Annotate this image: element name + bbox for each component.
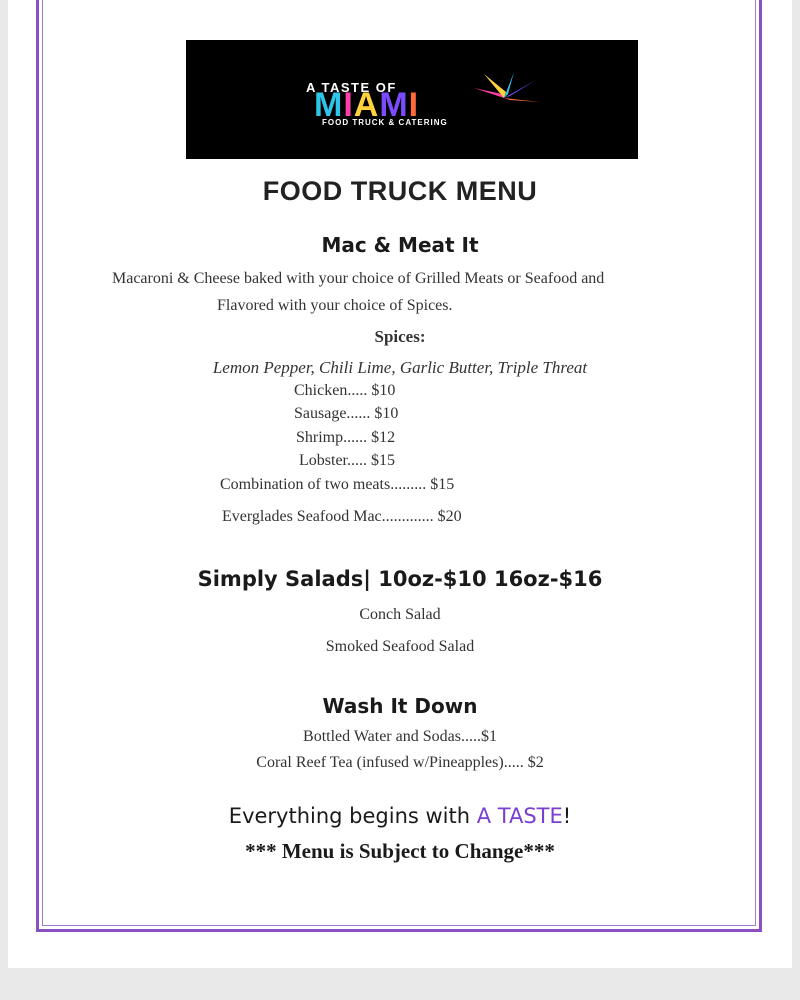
drinks-section-heading: Wash It Down	[322, 694, 478, 718]
mac-section-heading: Mac & Meat It	[321, 233, 479, 257]
palm-icon	[464, 68, 544, 128]
spices-label: Spices:	[374, 327, 426, 346]
change-notice: *** Menu is Subject to Change***	[245, 839, 555, 863]
menu-item: Chicken..... $10	[294, 382, 396, 399]
logo-sub-text: FOOD TRUCK & CATERING	[322, 118, 448, 127]
salads-section-heading: Simply Salads| 10oz-$10 16oz-$16	[197, 567, 603, 591]
salad-item: Conch Salad	[359, 606, 441, 623]
salad-item: Smoked Seafood Salad	[325, 638, 475, 655]
menu-item: Everglades Seafood Mac............. $20	[222, 508, 462, 525]
spices-list: Lemon Pepper, Chili Lime, Garlic Butter, Triple Threat	[212, 358, 588, 377]
menu-item: Combination of two meats......... $15	[220, 476, 455, 493]
menu-title: FOOD TRUCK MENU	[262, 176, 538, 206]
slogan-accent: A TASTE	[476, 804, 563, 828]
slogan: Everything begins with A TASTE!	[228, 804, 572, 828]
mac-description-line1: Macaroni & Cheese baked with your choice of Grilled Meats or Seafood and	[112, 270, 605, 287]
drink-item: Bottled Water and Sodas.....$1	[303, 728, 497, 745]
drink-item: Coral Reef Tea (infused w/Pineapples)..... $2	[256, 754, 544, 771]
menu-item: Sausage...... $10	[294, 405, 399, 422]
logo-main-text: MIAMI	[314, 86, 420, 124]
menu-item: Shrimp...... $12	[296, 429, 396, 446]
menu-item: Lobster..... $15	[299, 452, 395, 469]
logo-banner	[186, 40, 638, 159]
logo-top-text: A TASTE OF	[306, 80, 397, 95]
mac-description-line2: Flavored with your choice of Spices.	[217, 297, 453, 314]
